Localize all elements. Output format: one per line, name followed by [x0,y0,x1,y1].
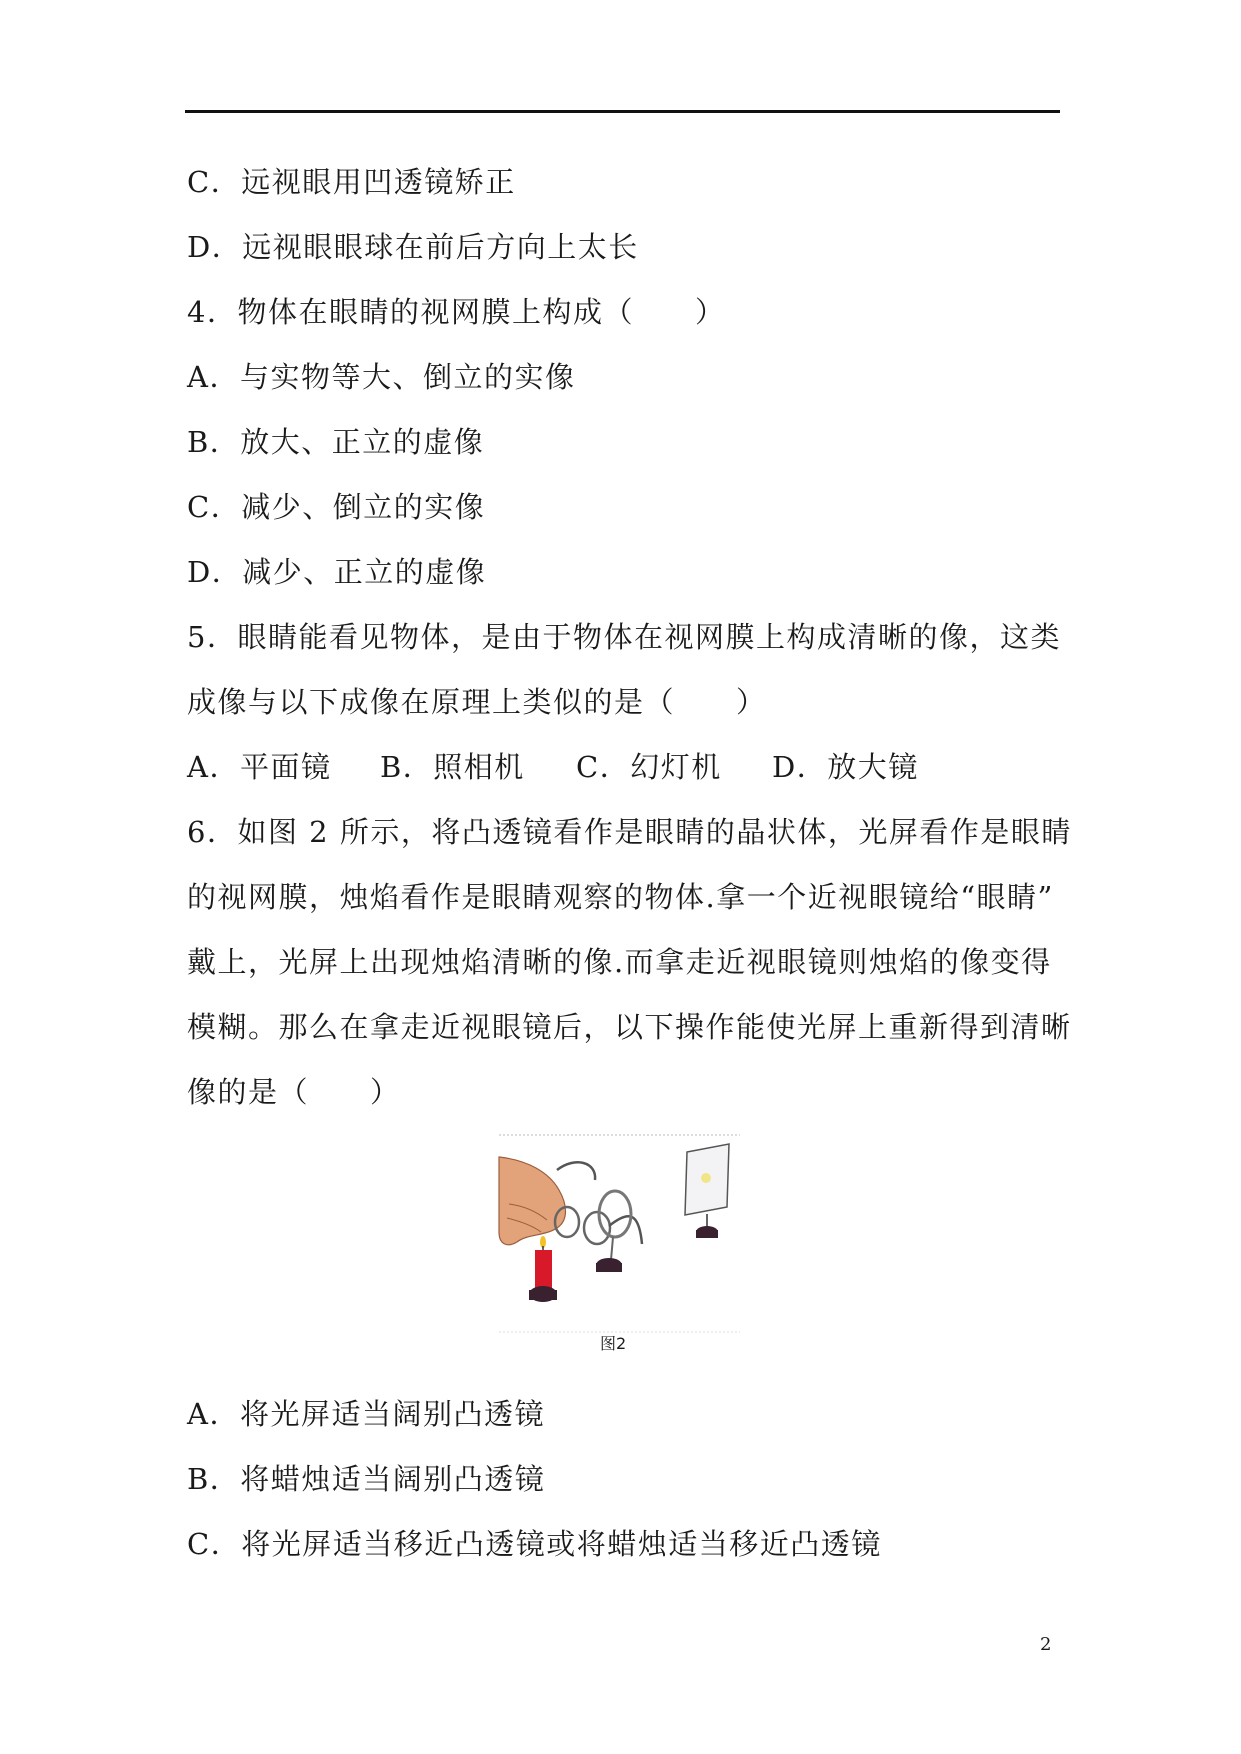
q5-option-c: C．幻灯机 [576,750,722,784]
q4-stem: 4．物体在眼睛的视网膜上构成（ ） [187,295,726,329]
flame-image [701,1173,711,1183]
q5-stem-line-1: 5．眼睛能看见物体，是由于物体在视网膜上构成清晰的像，这类 [187,620,1061,654]
q5-option-a: A．平面镜 [187,750,332,784]
q4-option-d: D．减少、正立的虚像 [187,555,487,589]
q3-option-d: D．远视眼眼球在前后方向上太长 [187,230,639,264]
glasses-temple [557,1162,595,1180]
hand-graphic [499,1157,566,1245]
q6-option-a: A．将光屏适当阔别凸透镜 [187,1397,545,1431]
q6-option-c: C．将光屏适当移近凸透镜或将蜡烛适当移近凸透镜 [187,1527,882,1561]
q5-option-d: D．放大镜 [772,750,919,784]
q5-option-b: B．照相机 [380,750,525,784]
q5-options [187,749,919,785]
figure-lens-experiment [497,1132,742,1337]
header-rule [185,110,1060,113]
q6-stem-line-2: 的视网膜，烛焰看作是眼睛观察的物体.拿一个近视眼镜给“眼睛” [187,880,1054,914]
q6-stem-line-1: 6．如图 2 所示，将凸透镜看作是眼睛的晶状体，光屏看作是眼睛 [187,815,1072,849]
figure-caption: 图2 [600,1334,627,1353]
q6-stem-line-5: 像的是（ ） [187,1075,401,1109]
q6-option-b: B．将蜡烛适当阔别凸透镜 [187,1462,546,1496]
page-number: 2 [1040,1634,1052,1655]
q4-option-b: B．放大、正立的虚像 [187,425,485,459]
q6-stem-line-4: 模糊。那么在拿走近视眼镜后，以下操作能使光屏上重新得到清晰 [187,1010,1072,1044]
q5-stem-line-2: 成像与以下成像在原理上类似的是（ ） [187,685,767,719]
q3-option-c: C．远视眼用凹透镜矫正 [187,165,516,199]
q4-option-a: A．与实物等大、倒立的实像 [187,360,576,394]
candle [535,1250,552,1288]
glasses-right-lens [584,1212,610,1244]
q4-option-c: C．减少、倒立的实像 [187,490,486,524]
q6-stem-line-3: 戴上，光屏上出现烛焰清晰的像.而拿走近视眼镜则烛焰的像变得 [187,945,1052,979]
